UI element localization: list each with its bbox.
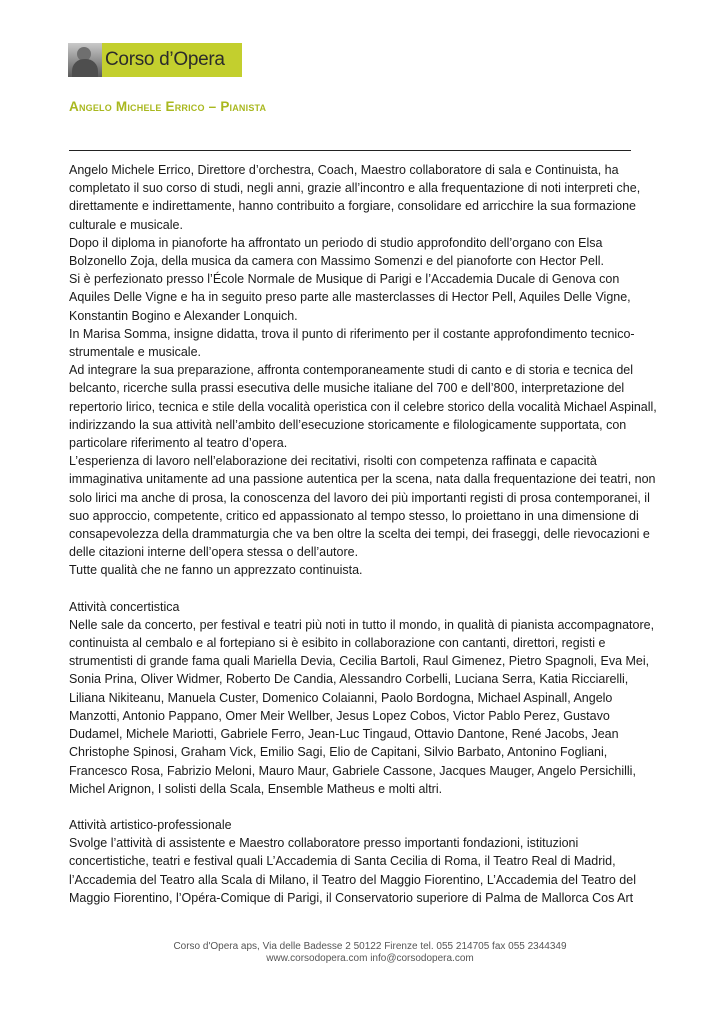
bio-paragraph: Ad integrare la sua preparazione, affronta contemporaneamente studi di canto e di storia e tecnica del belcanto, ricerche sulla prassi esecutiva delle musiche italiane del 700 e dell’800, interpretazione del repertorio lirico, tecnica e stile della vocalità operistica con il celebre storico della vocalità Michael Aspinall, indirizzando la sua attività nell’ambito dell’esecuzione storicamente e filologicamente supportata, con particolare riferimento al teatro d’opera.	[69, 363, 657, 451]
bio-paragraph: Dopo il diploma in pianoforte ha affrontato un periodo di studio approfondito dell’organo con Elsa Bolzonello Zoja, della musica da camera con Massimo Somenzi e del pianoforte con Hector Pell.	[69, 235, 604, 269]
bio-paragraph: Tutte qualità che ne fanno un apprezzato continuista.	[69, 563, 363, 578]
bio-paragraph: Si è perfezionato presso l’École Normale de Musique di Parigi e l’Accademia Ducale di Genova con Aquiles Delle Vigne e ha in seguito preso parte alle masterclasses di Hector Pell, Aquiles Delle Vigne, Konstantin Bogino e Alexander Lonquich.	[69, 272, 631, 323]
title-divider	[69, 150, 631, 151]
document-body	[69, 161, 661, 907]
bio-paragraph: L’esperienza di lavoro nell’elaborazione dei recitativi, risolti con competenza raffinata e capacità immaginativa unitamente ad una passione autentica per la scena, nata dalla frequentazione dei teatri, non solo lirici ma anche di prosa, la conoscenza del lavoro dei più importanti registi di prosa contemporanei, il suo approccio, competente, critico ed appassionato al tempo stesso, lo proiettano in una dimensione di consapevolezza della drammaturgia che va ben oltre la scelta dei tempi, dei fraseggi, delle rievocazioni e delle citazioni interne dell’opera stessa o dell’autore.	[69, 454, 656, 560]
footer-address: Corso d'Opera aps, Via delle Badesse 2 50122 Firenze tel. 055 214705 fax 055 2344349	[173, 941, 567, 952]
logo-text: Corso d’Opera	[105, 49, 225, 70]
logo-portrait-image	[68, 43, 102, 77]
concert-paragraph: Nelle sale da concerto, per festival e teatri più noti in tutto il mondo, in qualità di pianista accompagnatore, continuista al cembalo e al fortepiano si è esibito in collaborazione con cantanti, direttori, registi e strumentisti di grande fama quali Mariella Devia, Cecilia Bartoli, Raul Gimenez, Pietro Spagnoli, Eva Mei, Sonia Prina, Oliver Widmer, Roberto De Candia, Alessandro Corbelli, Luciana Serra, Katia Ricciarelli, Liliana Nikiteanu, Manuela Custer, Domenico Colaianni, Paolo Bordogna, Michael Aspinall, Angelo Manzotti, Antonio Pappano, Omer Meir Wellber, Jesus Lopez Cobos, Victor Pablo Perez, Gustavo Dudamel, Michele Mariotti, Gabriele Ferro, Jean-Luc Tingaud, Ottavio Dantone, René Jacobs, Jean Christophe Spinosi, Graham Vick, Emilio Sagi, Elio de Capitani, Silvio Barbato, Antonino Fogliani, Francesco Rosa, Fabrizio Meloni, Mauro Maur, Gabriele Cassone, Jacques Mauger, Angelo Persichilli, Michel Arignon, I solisti della Scala, Ensemble Matheus e molti altri.	[69, 617, 655, 796]
logo	[68, 43, 242, 77]
section-heading-concert: Attività concertistica	[69, 599, 180, 614]
professional-paragraph: Svolge l’attività di assistente e Maestro collaboratore presso importanti fondazioni, istituzioni concertistiche, teatri e festival quali L’Accademia di Santa Cecilia di Roma, il Teatro Real di Madrid, l’Accademia del Teatro alla Scala di Milano, il Teatro del Maggio Fiorentino, L’Accademia del Teatro del Maggio Fiorentino, l’Opéra-Comique di Parigi, il Conservatorio superiore di Palma de Mallorca Cos Art	[69, 836, 636, 905]
bio-paragraph: In Marisa Somma, insigne didatta, trova il punto di riferimento per il costante approfondimento tecnico-strumentale e musicale.	[69, 326, 635, 360]
page-title: Angelo Michele Errico – Pianista	[69, 99, 267, 114]
section-heading-professional: Attività artistico-professionale	[69, 817, 232, 832]
footer-contacts: www.corsodopera.com info@corsodopera.com	[266, 953, 474, 964]
bio-paragraph: Angelo Michele Errico, Direttore d’orchestra, Coach, Maestro collaboratore di sala e Continuista, ha completato il suo corso di studi, negli anni, grazie all’incontro e alla frequentazione di noti interpreti che, direttamente e indirettamente, hanno contribuito a forgiare, consolidare ed arricchire la sua formazione culturale e musicale.	[69, 163, 641, 232]
